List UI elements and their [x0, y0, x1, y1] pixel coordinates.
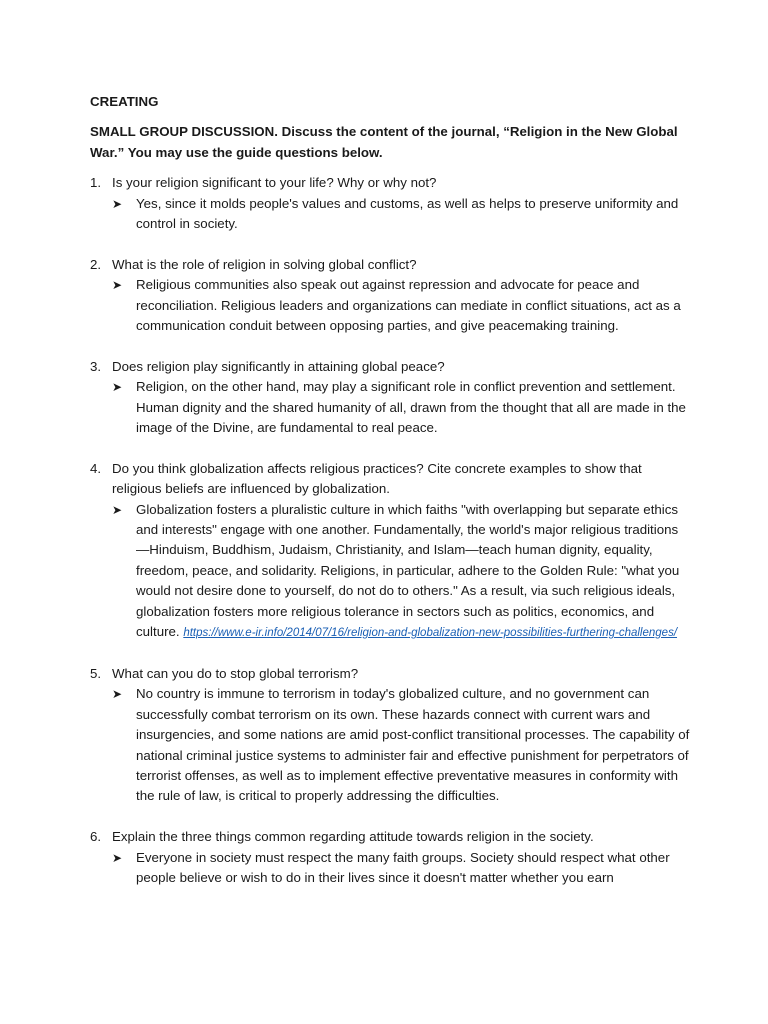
section-heading: CREATING	[90, 94, 159, 109]
arrow-bullet-icon: ➤	[112, 196, 123, 211]
question-5	[90, 664, 690, 684]
question-number: 4.	[90, 460, 102, 476]
answer-2	[90, 275, 690, 336]
arrow-bullet-icon: ➤	[112, 850, 123, 865]
list-item-1	[90, 173, 690, 234]
list-item-3	[90, 357, 690, 439]
question-number: 2.	[90, 256, 102, 272]
question-text: Is your religion significant to your life? Why or why not?	[112, 175, 437, 191]
question-text: Do you think globalization affects religious practices? Cite concrete examples to show that religious beliefs are influenced by globalization.	[112, 460, 642, 497]
question-3	[90, 357, 690, 377]
question-4	[90, 459, 690, 500]
answer-5	[90, 684, 690, 806]
arrow-bullet-icon: ➤	[112, 687, 123, 702]
arrow-bullet-icon: ➤	[112, 380, 123, 395]
answer-text: Religion, on the other hand, may play a significant role in conflict prevention and settlement. Human dignity and the shared humanity of all, drawn from the thought that all are made in the image of the Divine, are fundamental to real peace.	[136, 379, 686, 436]
intro-paragraph: SMALL GROUP DISCUSSION. Discuss the content of the journal, “Religion in the New Global War.” You may use the guide questions below.	[90, 124, 678, 160]
arrow-bullet-icon: ➤	[112, 278, 123, 293]
answer-1	[90, 194, 690, 235]
question-text: What is the role of religion in solving global conflict?	[112, 256, 417, 272]
answer-text: No country is immune to terrorism in today's globalized culture, and no government can successfully combat terrorism on its own. These hazards connect with current wars and insurgencies, and some nations are amid post-conflict transitional processes. The capability of national criminal justice systems to administer fair and effective punishment for perpetrators of terrorist offenses, as well as to implement effective preventative measures in conformity with the rule of law, is critical to properly addressing the difficulties.	[136, 686, 690, 804]
question-text: Explain the three things common regarding attitude towards religion in the society.	[112, 829, 594, 845]
question-2	[90, 255, 690, 275]
answer-4	[90, 500, 690, 644]
question-number: 6.	[90, 829, 102, 845]
question-number: 1.	[90, 175, 102, 191]
list-item-5	[90, 664, 690, 807]
question-text: What can you do to stop global terrorism?	[112, 665, 359, 681]
list-item-6	[90, 827, 690, 888]
answer-6	[90, 848, 690, 889]
document-page	[90, 92, 690, 909]
answer-text: Religious communities also speak out against repression and advocate for peace and reconciliation. Religious leaders and organizations can mediate in conflict situations, act as a communication conduit between opposing parties, and give peacemaking training.	[136, 277, 681, 334]
source-link[interactable]: https://www.e-ir.info/2014/07/16/religion-and-globalization-new-possibilities-furthering-challenges/	[183, 627, 678, 640]
answer-text: Yes, since it molds people's values and customs, as well as helps to preserve uniformity and control in society.	[136, 195, 679, 232]
arrow-bullet-icon: ➤	[112, 502, 123, 517]
answer-3	[90, 377, 690, 438]
question-1	[90, 173, 690, 193]
answer-text: Globalization fosters a pluralistic culture in which faiths "with overlapping but separate ethics and interests" engage with one another. Fundamentally, the world's major religious traditions—Hinduism, Buddhism, Judaism, Christianity, and Islam—teach human dignity, equality, freedom, peace, and solidarity. Religions, in particular, adhere to the Golden Rule: "what you would not desire done to yourself, do not do to others." As a result, via such religious ideals, globalization fosters more religious tolerance in sectors such as politics, economics, and culture.	[136, 501, 680, 640]
question-6	[90, 827, 690, 847]
answer-text: Everyone in society must respect the many faith groups. Society should respect what other people believe or wish to do in their lives since it doesn't matter whether you earn	[136, 849, 670, 885]
question-text: Does religion play significantly in attaining global peace?	[112, 358, 445, 374]
list-item-4	[90, 459, 690, 644]
list-item-2	[90, 255, 690, 337]
question-number: 5.	[90, 665, 102, 681]
question-number: 3.	[90, 358, 102, 374]
